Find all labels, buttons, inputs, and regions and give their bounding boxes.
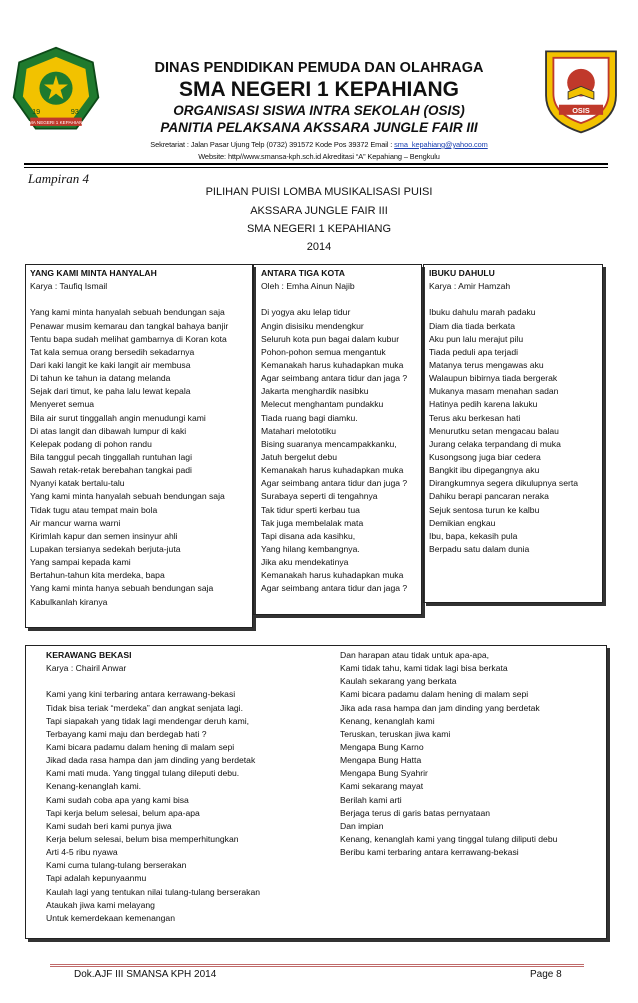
poem-author: Karya : Chairil Anwar (46, 663, 127, 674)
poem-line: Mukanya masam menahan sadan (429, 386, 559, 397)
poem-line: Bila tanggul pecah tinggallah runtuhan lagi (30, 451, 192, 462)
poem-kerawang-bekasi-left (46, 649, 260, 925)
poem-line: Kami mati muda. Yang tinggal tulang dileputi debu. (46, 768, 240, 779)
attachment-label: Lampiran 4 (28, 171, 90, 186)
poem-line: Tak tidur sperti kerbau tua (261, 504, 360, 515)
poem-line: Kirimlah kapur dan semen insinyur ahli (30, 530, 178, 541)
poem-line: Surabaya seperti di tengahnya (261, 491, 378, 502)
page-number: Page 8 (530, 969, 562, 980)
poem-line: Kami bicara padamu dalam hening di malam sepi (46, 741, 235, 752)
poem-line: Berpadu satu dalam dunia (429, 543, 530, 554)
header-school: SMA NEGERI 1 KEPAHIANG (178, 78, 460, 101)
poem-yang-kami-minta (30, 267, 228, 609)
poem-line: Aku pun lalu merajut pilu (429, 333, 524, 344)
poem-line: Tat kala semua orang bersedih sekadarnya (30, 346, 195, 357)
poem-line: Bertahun-tahun kita merdeka, bapa (30, 570, 165, 581)
poem-line: Kemanakah harus kuhadapkan muka (261, 465, 404, 476)
footer-rule (50, 964, 584, 965)
poem-line: Berilah kami arti (340, 794, 402, 805)
poem-line: Di tahun ke tahun ia datang melanda (30, 373, 171, 384)
header-website: Website: http//www.smansa-kph.sch.id Akreditasi “A” Kepahiang – Bengkulu (198, 152, 440, 161)
poem-ibuku-dahulu (429, 267, 578, 556)
poem-line: Agar seimbang antara tidur dan juga ? (261, 478, 408, 489)
poem-spacer (46, 675, 260, 688)
header-rule-thick (24, 163, 608, 165)
school-logo (10, 44, 102, 136)
poem-line: Kami cuma tulang-tulang berserakan (46, 860, 187, 871)
footer-rule-2 (50, 966, 584, 967)
poem-line: Tiada peduli apa terjadi (429, 346, 519, 357)
poem-line: Bising suaranya mencampakkanku, (261, 438, 397, 449)
doc-title-1: PILIHAN PUISI LOMBA MUSIKALISASI PUISI (205, 186, 433, 198)
poem-title: ANTARA TIGA KOTA (261, 268, 346, 278)
poem-line: Sawah retak-retak berebahan tangkai padi (30, 465, 192, 476)
doc-title-2: AKSSARA JUNGLE FAIR III (250, 205, 388, 217)
poem-line: Ataukah jiwa kami melayang (46, 899, 155, 910)
poem-line: Tentu bapa sudah melihat gambarnya di Koran kota (30, 333, 227, 344)
poem-line: Jakarta menghardik nasibku (261, 386, 369, 397)
poem-line: Tapi adalah kepunyaanmu (46, 873, 147, 884)
poem-line: Yang kami minta hanya sebuah bendungan saja (30, 583, 214, 594)
poem-line: Kenang, kenanglah kami yang tinggal tulang diliputi debu (340, 833, 558, 844)
poem-title: IBUKU DAHULU (429, 268, 495, 278)
poem-line: Jika aku mendekatinya (261, 557, 349, 568)
poem-author: Karya : Amir Hamzah (429, 281, 511, 292)
poem-line: Kami sudah coba apa yang kami bisa (46, 794, 189, 805)
poem-line: Dan harapan atau tidak untuk apa-apa, (340, 650, 490, 660)
poem-line: Jikad dada rasa hampa dan jam dinding yang berdetak (46, 755, 256, 766)
poem-line: Menyeret semua (30, 399, 95, 410)
poem-line: Kerja belum selesai, belum bisa memperhitungkan (46, 833, 239, 844)
poem-line: Kusongsong juga biar cedera (429, 451, 541, 462)
poem-line: Bangkit ibu dipegangnya aku (429, 465, 540, 476)
poem-line: Mengapa Bung Karno (340, 741, 424, 752)
poem-spacer (429, 293, 578, 306)
footer-doc-id: Dok.AJF III SMANSA KPH 2014 (74, 969, 217, 980)
poem-line: Ibuku dahulu marah padaku (429, 307, 536, 318)
poem-line: Berjaga terus di garis batas pernyataan (340, 807, 491, 818)
poem-line: Tidak bisa teriak “merdeka” dan angkat senjata lagi. (46, 702, 243, 713)
poem-line: Kami sekarang mayat (340, 781, 424, 792)
poem-line: Tiada ruang bagi diamku. (261, 412, 358, 423)
poem-line: Jurang celaka terpandang di muka (429, 438, 561, 449)
poem-line: Kemanakah harus kuhadapkan muka (261, 570, 404, 581)
poem-author: Oleh : Emha Ainun Najib (261, 281, 355, 292)
header-address (100, 140, 538, 149)
poem-line: Dirangkumnya segera dikulupnya serta (429, 478, 579, 489)
poem-line: Seluruh kota pun bagai dalam kubur (261, 333, 400, 344)
poem-line: Beribu kami terbaring antara kerrawang-bekasi (340, 847, 519, 858)
poem-line: Bila air surut tinggallah angin menudungi kami (30, 412, 206, 423)
poem-line: Kelepak podang di pohon randu (30, 438, 152, 449)
poem-line: Agar seimbang antara tidur dan jaga ? (261, 373, 408, 384)
poem-line: Nyanyi katak bertalu-talu (30, 478, 125, 489)
poem-line: Hatinya pedih karena lakuku (429, 399, 538, 410)
poem-line: Pohon-pohon semua mengantuk (261, 346, 386, 357)
poem-line: Dahiku berapi pancaran neraka (429, 491, 549, 502)
poem-title: KERAWANG BEKASI (46, 650, 132, 660)
poem-line: Tidak tugu atau tempat main bola (30, 504, 158, 515)
poem-line: Kami bicara padamu dalam hening di malam sepi (340, 689, 529, 700)
poem-line: Tapi disana ada kasihku, (261, 530, 356, 541)
email-link[interactable]: sma_kepahiang@yahoo.com (394, 140, 488, 149)
poem-line: Yang kami minta hanyalah sebuah bendungan saja (30, 491, 225, 502)
poem-line: Di atas langit dan dibawah lumpur di kaki (30, 425, 187, 436)
poem-line: Kami yang kini terbaring antara kerrawang-bekasi (46, 689, 236, 700)
doc-title-4: 2014 (306, 241, 332, 253)
poem-line: Agar seimbang antara tidur dan jaga ? (261, 583, 408, 594)
poem-line: Kaulah sekarang yang berkata (340, 676, 457, 687)
poem-kerawang-bekasi-right (340, 649, 557, 859)
poem-line: Teruskan, teruskan jiwa kami (340, 728, 451, 739)
logo-banner-text: SMA NEGERI 1 KEPAHIANG (25, 120, 87, 126)
poem-line: Mengapa Bung Hatta (340, 755, 422, 766)
header-organization: ORGANISASI SISWA INTRA SEKOLAH (OSIS) (173, 103, 465, 118)
poem-line: Di yogya aku lelap tidur (261, 307, 351, 318)
header-department: DINAS PENDIDIKAN PEMUDA DAN OLAHRAGA (154, 60, 484, 76)
poem-line: Yang kami minta hanyalah sebuah bendungan saja (30, 307, 225, 318)
poem-antara-tiga-kota (261, 267, 407, 596)
poem-line: Arti 4-5 ribu nyawa (46, 847, 118, 858)
poem-line: Kabulkanlah kiranya (30, 596, 108, 607)
poem-line: Matahari melototiku (261, 425, 336, 436)
poem-line: Lupakan tersianya sedekah berjuta-juta (30, 543, 181, 554)
poem-line: Kaulah lagi yang tentukan nilai tulang-tulang berserakan (46, 886, 261, 897)
poem-line: Air mancur warna warni (30, 517, 121, 528)
poem-line: Tak juga membelalak mata (261, 517, 364, 528)
poem-line: Kenang-kenanglah kami. (46, 781, 142, 792)
poem-line: Menurutku setan mengacau balau (429, 425, 559, 436)
poem-line: Walaupun bibirnya tiada bergerak (429, 373, 558, 384)
poem-line: Demikian engkau (429, 517, 496, 528)
poem-line: Kenang, kenanglah kami (340, 715, 435, 726)
poem-line: Diam dia tiada berkata (429, 320, 515, 331)
poem-line: Melecut menghantam pundakku (261, 399, 384, 410)
poem-line: Jika ada rasa hampa dan jam dinding yang berdetak (340, 702, 540, 713)
poem-spacer (30, 293, 228, 306)
osis-logo (535, 44, 627, 136)
poem-spacer (261, 293, 407, 306)
poem-line: Angin disisiku mendengkur (261, 320, 364, 331)
poem-line: Dari kaki langit ke kaki langit air membusa (30, 359, 191, 370)
poem-line: Dan impian (340, 820, 384, 831)
address-text: Sekretariat : Jalan Pasar Ujung Telp (0732) 391572 Kode Pos 39372 Email : (150, 140, 395, 149)
poem-line: Kami sudah beri kami punya jiwa (46, 820, 172, 831)
osis-banner-text: OSIS (572, 106, 590, 115)
poem-author: Karya : Taufiq Ismail (30, 281, 108, 292)
poem-line: Jatuh bergelut debu (261, 451, 337, 462)
poem-line: Penawar musim kemarau dan tangkal bahaya banjir (30, 320, 229, 331)
poem-line: Sejak dari timut, ke paha lalu lewat kepala (30, 386, 191, 397)
poem-line: Kemanakah harus kuhadapkan muka (261, 359, 404, 370)
logo-year-left: 19 (32, 106, 41, 116)
logo-year-right: 93 (70, 106, 79, 116)
poem-line: Terus aku berkesan hati (429, 412, 521, 423)
poem-line: Untuk kemerdekaan kemenangan (46, 912, 175, 923)
poem-line: Yang hilang kembangnya. (261, 543, 360, 554)
poem-line: Terbayang kami maju dan berdegab hati ? (46, 728, 207, 739)
poem-line: Kami tidak tahu, kami tidak lagi bisa berkata (340, 663, 508, 674)
poem-line: Matanya terus mengawas aku (429, 359, 544, 370)
poem-line: Sejuk sentosa turun ke kalbu (429, 504, 540, 515)
header-committee: PANITIA PELAKSANA AKSSARA JUNGLE FAIR III (160, 120, 478, 135)
doc-title-3: SMA NEGERI 1 KEPAHIANG (246, 223, 392, 235)
header-rule-thin (24, 167, 608, 168)
poem-line: Tapi kerja belum selesai, belum apa-apa (46, 807, 200, 818)
poem-line: Mengapa Bung Syahrir (340, 768, 428, 779)
poem-line: Tapi siapakah yang tidak lagi mendengar deruh kami, (46, 715, 250, 726)
poem-line: Yang sampai kepada kami (30, 557, 131, 568)
poem-title: YANG KAMI MINTA HANYALAH (30, 268, 157, 278)
poem-line: Ibu, bapa, kekasih pula (429, 530, 518, 541)
